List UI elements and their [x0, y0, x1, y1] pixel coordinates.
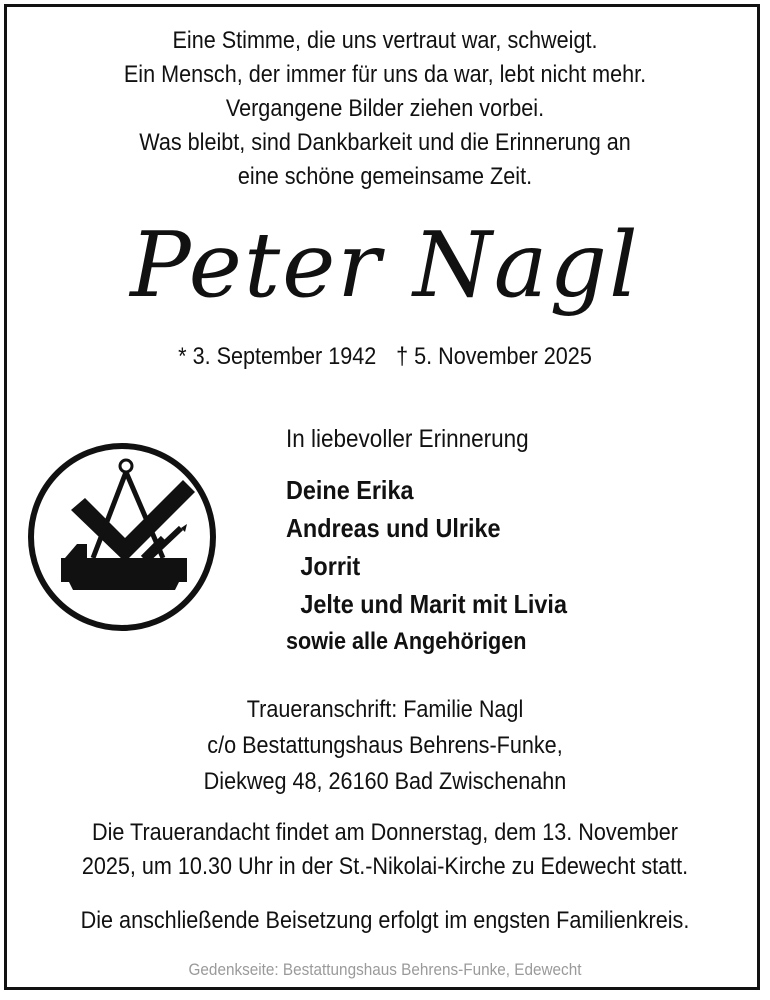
memorial-poem — [39, 24, 732, 194]
service-info — [39, 816, 732, 884]
memorial-page-credit: Gedenkseite: Bestattungshaus Behrens-Funke, Edewecht — [188, 960, 582, 979]
death-date: † 5. November 2025 — [396, 343, 592, 370]
birth-date: * 3. September 1942 — [178, 343, 377, 370]
address-line: Diekweg 48, 26160 Bad Zwischenahn — [203, 768, 567, 795]
mourner-name: Deine Erika — [286, 475, 414, 505]
mourners-block — [286, 421, 700, 661]
burial-info: Die anschließende Beisetzung erfolgt im engsten Familienkreis. — [80, 907, 690, 934]
mourners-intro: In liebevoller Erinnerung — [286, 425, 529, 453]
mourning-address — [39, 692, 732, 800]
service-line: 2025, um 10.30 Uhr in der St.-Nikolai-Kirche zu Edewecht statt. — [81, 853, 689, 880]
address-line: Traueranschrift: Familie Nagl — [246, 696, 524, 723]
service-line: Die Trauerandacht findet am Donnerstag, dem 13. November — [92, 819, 678, 846]
mourner-name: sowie alle Angehörigen — [286, 628, 527, 655]
address-line: c/o Bestattungshaus Behrens-Funke, — [207, 732, 563, 759]
carpenter-emblem-icon — [25, 440, 219, 634]
mourner-name: Jelte und Marit mit Livia — [300, 589, 567, 619]
mourner-name: Andreas und Ulrike — [286, 513, 501, 543]
poem-line: Was bleibt, sind Dankbarkeit und die Erinnerung an — [139, 129, 631, 156]
life-dates — [39, 340, 732, 374]
poem-line: eine schöne gemeinsame Zeit. — [237, 163, 533, 190]
mourner-name: Jorrit — [300, 551, 361, 581]
poem-line: Eine Stimme, die uns vertraut war, schweigt. — [172, 27, 598, 54]
deceased-name: Peter Nagl — [130, 213, 640, 318]
poem-line: Ein Mensch, der immer für uns da war, lebt nicht mehr. — [123, 61, 647, 88]
poem-line: Vergangene Bilder ziehen vorbei. — [225, 95, 545, 122]
